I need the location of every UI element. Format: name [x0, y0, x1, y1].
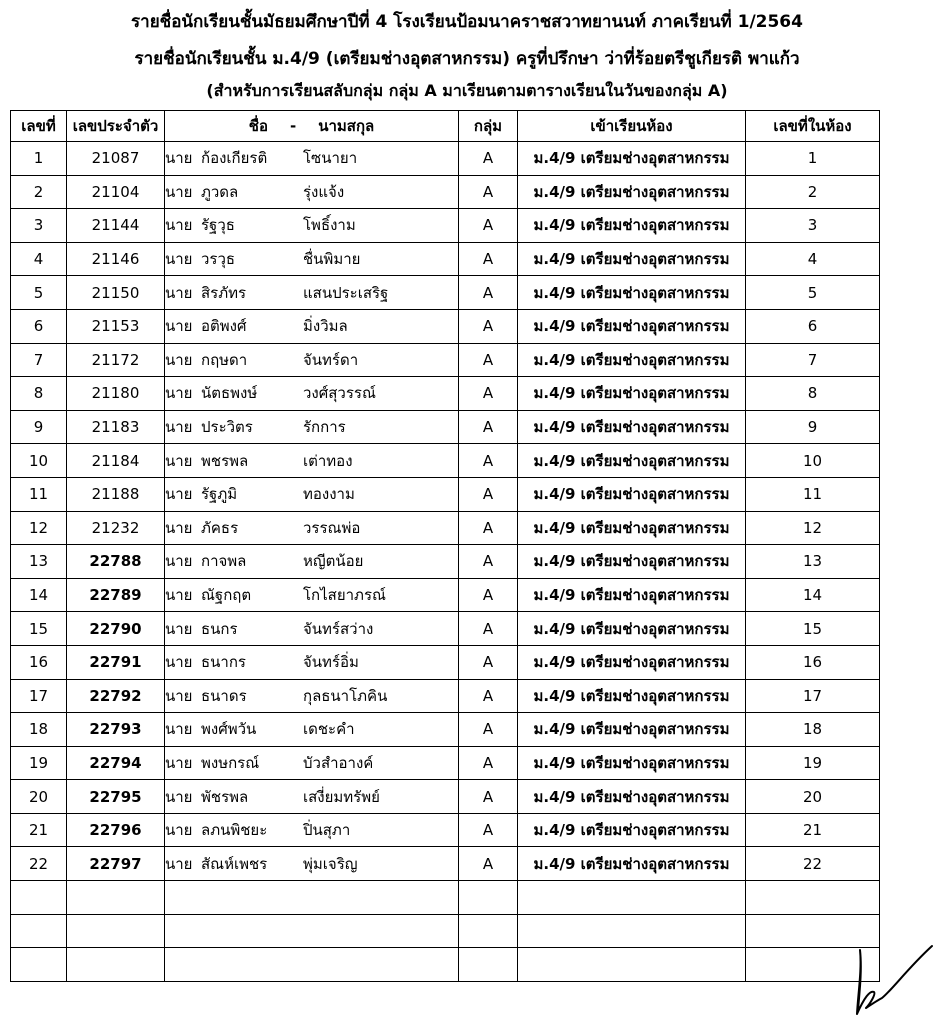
cell-group: A — [459, 410, 518, 444]
first-name: สัณห์เพชร — [201, 854, 268, 873]
cell-seat: 1 — [746, 142, 880, 176]
first-name: ประวิตร — [201, 418, 253, 437]
header-first-name: ชื่อ — [248, 117, 268, 135]
empty-cell — [67, 914, 165, 948]
cell-name — [165, 410, 459, 444]
cell-room: ม.4/9 เตรียมช่างอุตสาหกรรม — [518, 578, 746, 612]
cell-group: A — [459, 444, 518, 478]
name-title: นาย — [165, 317, 193, 336]
table-row — [11, 847, 880, 881]
first-name: รัฐภูมิ — [201, 485, 238, 504]
cell-no: 18 — [11, 713, 67, 747]
cell-student-id: 22788 — [67, 545, 165, 579]
cell-seat: 2 — [746, 175, 880, 209]
last-name: วงศ์สุวรรณ์ — [303, 384, 376, 403]
first-name: กาจพล — [201, 552, 247, 571]
cell-student-id: 22790 — [67, 612, 165, 646]
table-row — [11, 813, 880, 847]
last-name: จันทร์สว่าง — [303, 619, 374, 638]
student-roster-table — [10, 110, 880, 982]
last-name: ทองงาม — [303, 485, 355, 504]
header-name — [165, 111, 459, 142]
cell-no: 3 — [11, 209, 67, 243]
empty-row — [11, 881, 880, 915]
cell-room: ม.4/9 เตรียมช่างอุตสาหกรรม — [518, 511, 746, 545]
empty-cell — [459, 881, 518, 915]
cell-student-id: 21153 — [67, 309, 165, 343]
cell-group: A — [459, 477, 518, 511]
cell-seat: 21 — [746, 813, 880, 847]
first-name: พงษกรณ์ — [201, 753, 260, 772]
last-name: จันทร์อิ่ม — [303, 653, 359, 672]
cell-group: A — [459, 142, 518, 176]
cell-no: 16 — [11, 645, 67, 679]
cell-group: A — [459, 343, 518, 377]
header-last-name: นามสกุล — [318, 117, 375, 135]
empty-cell — [165, 914, 459, 948]
title-line-school: รายชื่อนักเรียนชั้นมัธยมศึกษาปีที่ 4 โรงเรียนป้อมนาคราชสวาทยานนท์ ภาคเรียนที่ 1/2564 — [131, 12, 803, 32]
cell-no: 14 — [11, 578, 67, 612]
cell-room: ม.4/9 เตรียมช่างอุตสาหกรรม — [518, 679, 746, 713]
last-name: โกไสยาภรณ์ — [303, 586, 386, 605]
cell-no: 19 — [11, 746, 67, 780]
cell-group: A — [459, 813, 518, 847]
first-name: กฤษดา — [201, 350, 248, 369]
empty-cell — [165, 881, 459, 915]
empty-cell — [518, 881, 746, 915]
empty-cell — [11, 881, 67, 915]
empty-cell — [67, 881, 165, 915]
cell-no: 20 — [11, 780, 67, 814]
last-name: ปิ่นสุภา — [303, 821, 351, 840]
cell-room: ม.4/9 เตรียมช่างอุตสาหกรรม — [518, 713, 746, 747]
cell-room: ม.4/9 เตรียมช่างอุตสาหกรรม — [518, 645, 746, 679]
first-name: พงศ์พวัน — [201, 720, 257, 739]
cell-student-id: 21146 — [67, 242, 165, 276]
cell-no: 7 — [11, 343, 67, 377]
name-title: นาย — [165, 250, 193, 269]
first-name: ภัคธร — [201, 518, 239, 537]
header-dash: - — [289, 117, 297, 135]
cell-student-id: 22795 — [67, 780, 165, 814]
table-row — [11, 713, 880, 747]
cell-name — [165, 679, 459, 713]
title-line-class-advisor: รายชื่อนักเรียนชั้น ม.4/9 (เตรียมช่างอุตสาหกรรม) ครูที่ปรึกษา ว่าที่ร้อยตรีชูเกียรติ พาแก้ว — [134, 49, 800, 69]
header-seat: เลขที่ในห้อง — [746, 111, 880, 142]
cell-room: ม.4/9 เตรียมช่างอุตสาหกรรม — [518, 780, 746, 814]
cell-room: ม.4/9 เตรียมช่างอุตสาหกรรม — [518, 847, 746, 881]
cell-student-id: 21232 — [67, 511, 165, 545]
empty-cell — [518, 914, 746, 948]
cell-seat: 14 — [746, 578, 880, 612]
cell-seat: 16 — [746, 645, 880, 679]
table-row — [11, 645, 880, 679]
cell-room: ม.4/9 เตรียมช่างอุตสาหกรรม — [518, 209, 746, 243]
first-name: ก้องเกียรติ — [201, 149, 268, 168]
first-name: ธนาดร — [201, 686, 247, 705]
name-title: นาย — [165, 787, 193, 806]
cell-student-id: 21150 — [67, 276, 165, 310]
table-body — [11, 142, 880, 982]
cell-group: A — [459, 645, 518, 679]
cell-student-id: 21184 — [67, 444, 165, 478]
cell-group: A — [459, 511, 518, 545]
cell-seat: 10 — [746, 444, 880, 478]
name-title: นาย — [165, 518, 193, 537]
name-title: นาย — [165, 821, 193, 840]
cell-student-id: 21188 — [67, 477, 165, 511]
cell-name — [165, 780, 459, 814]
cell-room: ม.4/9 เตรียมช่างอุตสาหกรรม — [518, 545, 746, 579]
cell-seat: 6 — [746, 309, 880, 343]
first-name: วรวุธ — [201, 250, 236, 269]
cell-seat: 11 — [746, 477, 880, 511]
empty-cell — [746, 881, 880, 915]
cell-no: 22 — [11, 847, 67, 881]
cell-group: A — [459, 209, 518, 243]
cell-room: ม.4/9 เตรียมช่างอุตสาหกรรม — [518, 377, 746, 411]
cell-name — [165, 645, 459, 679]
first-name: รัฐวุธ — [201, 216, 235, 235]
cell-room: ม.4/9 เตรียมช่างอุตสาหกรรม — [518, 343, 746, 377]
header-group: กลุ่ม — [459, 111, 518, 142]
cell-student-id: 22789 — [67, 578, 165, 612]
last-name: โซนายา — [303, 149, 358, 168]
cell-group: A — [459, 679, 518, 713]
cell-seat: 17 — [746, 679, 880, 713]
table-row — [11, 209, 880, 243]
cell-no: 11 — [11, 477, 67, 511]
table-row — [11, 175, 880, 209]
last-name: เต่าทอง — [303, 451, 353, 470]
cell-group: A — [459, 713, 518, 747]
cell-student-id: 22797 — [67, 847, 165, 881]
signature-icon — [848, 928, 934, 1020]
first-name: ลภนพิชยะ — [201, 821, 268, 840]
cell-room: ม.4/9 เตรียมช่างอุตสาหกรรม — [518, 242, 746, 276]
table-row — [11, 545, 880, 579]
cell-no: 9 — [11, 410, 67, 444]
cell-student-id: 21172 — [67, 343, 165, 377]
empty-cell — [11, 914, 67, 948]
cell-room: ม.4/9 เตรียมช่างอุตสาหกรรม — [518, 309, 746, 343]
name-title: นาย — [165, 182, 193, 201]
cell-room: ม.4/9 เตรียมช่างอุตสาหกรรม — [518, 142, 746, 176]
cell-room: ม.4/9 เตรียมช่างอุตสาหกรรม — [518, 175, 746, 209]
empty-cell — [67, 948, 165, 982]
cell-student-id: 22791 — [67, 645, 165, 679]
last-name: เสงี่ยมทรัพย์ — [303, 787, 380, 806]
cell-seat: 4 — [746, 242, 880, 276]
first-name: ณัฐกฤต — [201, 586, 252, 605]
last-name: กุลธนาโภคิน — [303, 686, 388, 705]
cell-group: A — [459, 377, 518, 411]
cell-group: A — [459, 847, 518, 881]
cell-name — [165, 578, 459, 612]
table-header-row — [11, 111, 880, 142]
cell-student-id: 21104 — [67, 175, 165, 209]
cell-group: A — [459, 746, 518, 780]
cell-seat: 13 — [746, 545, 880, 579]
header-student-id: เลขประจำตัว — [67, 111, 165, 142]
cell-name — [165, 847, 459, 881]
cell-seat: 18 — [746, 713, 880, 747]
cell-student-id: 22796 — [67, 813, 165, 847]
table-row — [11, 746, 880, 780]
cell-name — [165, 444, 459, 478]
last-name: ชื่นพิมาย — [303, 250, 361, 269]
cell-no: 2 — [11, 175, 67, 209]
cell-no: 6 — [11, 309, 67, 343]
empty-cell — [459, 914, 518, 948]
name-title: นาย — [165, 350, 193, 369]
cell-name — [165, 309, 459, 343]
cell-name — [165, 276, 459, 310]
cell-name — [165, 713, 459, 747]
table-row — [11, 276, 880, 310]
cell-name — [165, 377, 459, 411]
cell-seat: 22 — [746, 847, 880, 881]
first-name: ธนากร — [201, 653, 246, 672]
title-line-group-note: (สำหรับการเรียนสลับกลุ่ม กลุ่ม A มาเรียนตามตารางเรียนในวันของกลุ่ม A) — [206, 81, 728, 100]
last-name: มิ่งวิมล — [303, 317, 348, 336]
cell-seat: 12 — [746, 511, 880, 545]
cell-group: A — [459, 175, 518, 209]
cell-seat: 9 — [746, 410, 880, 444]
cell-seat: 5 — [746, 276, 880, 310]
name-title: นาย — [165, 418, 193, 437]
cell-room: ม.4/9 เตรียมช่างอุตสาหกรรม — [518, 410, 746, 444]
cell-name — [165, 343, 459, 377]
cell-group: A — [459, 612, 518, 646]
cell-name — [165, 612, 459, 646]
name-title: นาย — [165, 586, 193, 605]
empty-row — [11, 914, 880, 948]
cell-name — [165, 746, 459, 780]
cell-no: 15 — [11, 612, 67, 646]
last-name: จันทร์ดา — [303, 350, 359, 369]
cell-group: A — [459, 545, 518, 579]
last-name: บัวสำอางค์ — [303, 753, 374, 772]
last-name: รักการ — [303, 418, 346, 437]
cell-no: 13 — [11, 545, 67, 579]
cell-name — [165, 209, 459, 243]
cell-no: 17 — [11, 679, 67, 713]
header-room: เข้าเรียนห้อง — [518, 111, 746, 142]
cell-room: ม.4/9 เตรียมช่างอุตสาหกรรม — [518, 813, 746, 847]
table-row — [11, 309, 880, 343]
table-row — [11, 578, 880, 612]
name-title: นาย — [165, 753, 193, 772]
cell-no: 12 — [11, 511, 67, 545]
empty-row — [11, 948, 880, 982]
first-name: ธนกร — [201, 619, 238, 638]
cell-seat: 8 — [746, 377, 880, 411]
table-row — [11, 377, 880, 411]
name-title: นาย — [165, 149, 193, 168]
last-name: เดชะคำ — [303, 720, 355, 739]
cell-room: ม.4/9 เตรียมช่างอุตสาหกรรม — [518, 444, 746, 478]
cell-no: 4 — [11, 242, 67, 276]
cell-room: ม.4/9 เตรียมช่างอุตสาหกรรม — [518, 746, 746, 780]
cell-no: 1 — [11, 142, 67, 176]
table-row — [11, 612, 880, 646]
cell-group: A — [459, 780, 518, 814]
table-row — [11, 511, 880, 545]
table-row — [11, 142, 880, 176]
cell-seat: 20 — [746, 780, 880, 814]
empty-cell — [11, 948, 67, 982]
cell-name — [165, 242, 459, 276]
cell-student-id: 21180 — [67, 377, 165, 411]
cell-student-id: 22793 — [67, 713, 165, 747]
cell-student-id: 21144 — [67, 209, 165, 243]
name-title: นาย — [165, 720, 193, 739]
first-name: ภูวดล — [201, 182, 239, 201]
cell-seat: 19 — [746, 746, 880, 780]
cell-name — [165, 813, 459, 847]
name-title: นาย — [165, 384, 193, 403]
cell-room: ม.4/9 เตรียมช่างอุตสาหกรรม — [518, 612, 746, 646]
name-title: นาย — [165, 451, 193, 470]
last-name: แสนประเสริฐ — [303, 283, 389, 302]
name-title: นาย — [165, 283, 193, 302]
last-name: หญีตน้อย — [303, 552, 364, 571]
name-title: นาย — [165, 854, 193, 873]
cell-room: ม.4/9 เตรียมช่างอุตสาหกรรม — [518, 477, 746, 511]
name-title: นาย — [165, 653, 193, 672]
table-row — [11, 444, 880, 478]
name-title: นาย — [165, 619, 193, 638]
cell-student-id: 21183 — [67, 410, 165, 444]
cell-room: ม.4/9 เตรียมช่างอุตสาหกรรม — [518, 276, 746, 310]
cell-student-id: 22794 — [67, 746, 165, 780]
header-no: เลขที่ — [11, 111, 67, 142]
cell-group: A — [459, 276, 518, 310]
cell-seat: 15 — [746, 612, 880, 646]
cell-no: 8 — [11, 377, 67, 411]
cell-name — [165, 545, 459, 579]
cell-student-id: 22792 — [67, 679, 165, 713]
name-title: นาย — [165, 686, 193, 705]
first-name: พชรพล — [201, 451, 249, 470]
table-row — [11, 780, 880, 814]
cell-name — [165, 175, 459, 209]
table-row — [11, 242, 880, 276]
empty-cell — [165, 948, 459, 982]
cell-seat: 3 — [746, 209, 880, 243]
last-name: พุ่มเจริญ — [303, 854, 358, 873]
cell-group: A — [459, 242, 518, 276]
name-title: นาย — [165, 552, 193, 571]
cell-name — [165, 477, 459, 511]
cell-group: A — [459, 578, 518, 612]
cell-name — [165, 142, 459, 176]
table-row — [11, 410, 880, 444]
last-name: วรรณพ่อ — [303, 518, 361, 537]
cell-student-id: 21087 — [67, 142, 165, 176]
cell-no: 21 — [11, 813, 67, 847]
empty-cell — [459, 948, 518, 982]
last-name: โพธิ์งาม — [303, 216, 356, 235]
table-row — [11, 679, 880, 713]
first-name: สิรภัทร — [201, 283, 247, 302]
first-name: อติพงศ์ — [201, 317, 247, 336]
table-row — [11, 477, 880, 511]
name-title: นาย — [165, 216, 193, 235]
cell-group: A — [459, 309, 518, 343]
cell-seat: 7 — [746, 343, 880, 377]
last-name: รุ่งแจ้ง — [303, 182, 345, 201]
name-title: นาย — [165, 485, 193, 504]
cell-name — [165, 511, 459, 545]
empty-cell — [518, 948, 746, 982]
cell-no: 10 — [11, 444, 67, 478]
first-name: นัตธพงษ์ — [201, 384, 258, 403]
table-row — [11, 343, 880, 377]
first-name: พัชรพล — [201, 787, 249, 806]
cell-no: 5 — [11, 276, 67, 310]
